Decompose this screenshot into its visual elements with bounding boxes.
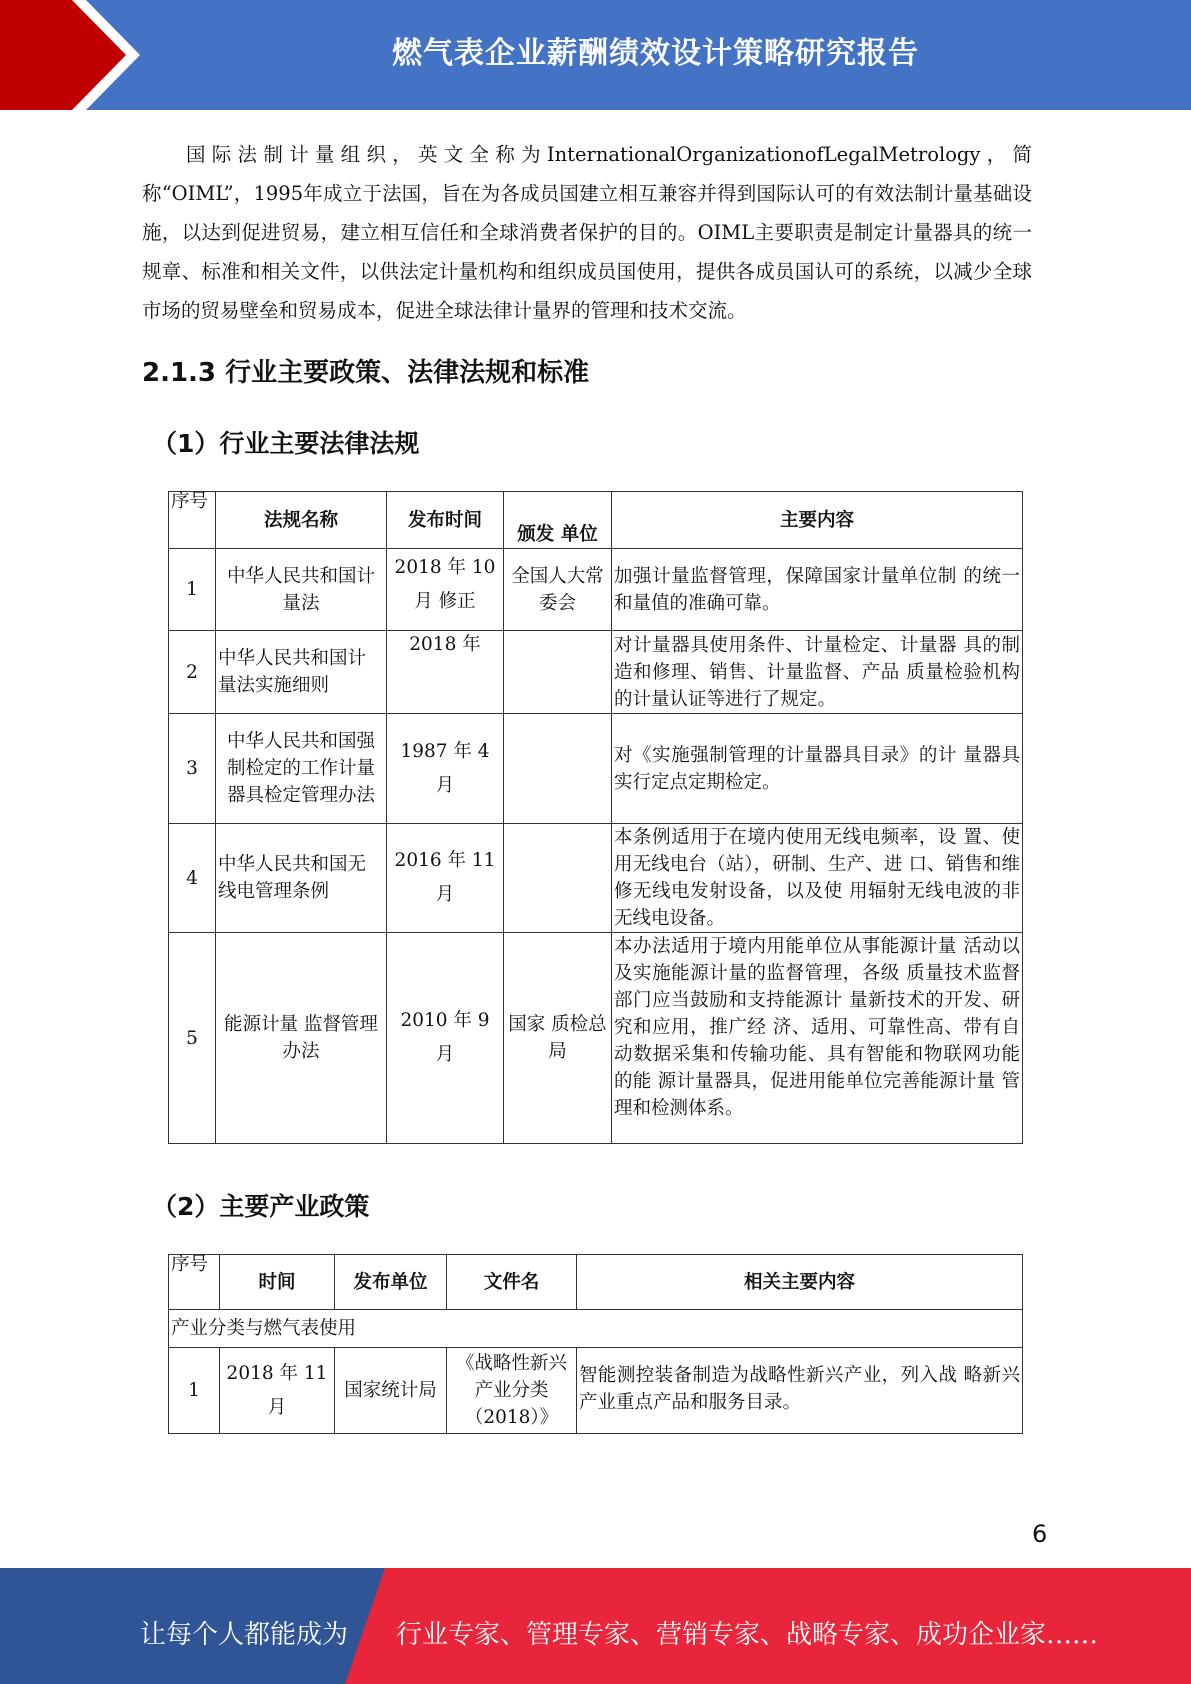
- col-header-doc: 文件名: [447, 1255, 577, 1310]
- cell-no: 2: [169, 631, 216, 714]
- intro-paragraph: 国际法制计量组织，英文全称为InternationalOrganizationofLegalMetrology，简称“OIML”，1995年成立于法国，旨在为各成员国建立相互兼容并得到国际认可的有效法制计量基础设施，以达到促进贸易，建立相互信任和全球消费者保护的目的。OIML主要职责是制定计量器具的统一规章、标准和相关文件，以供法定计量机构和组织成员国使用，提供各成员国认可的系统，以减少全球市场的贸易壁垒和贸易成本，促进全球法律计量界的管理和技术交流。: [142, 143, 1032, 322]
- cell-issuer: [504, 714, 612, 824]
- table-row: [169, 824, 1023, 933]
- col-header-no: 序号: [169, 492, 216, 549]
- col-header-date: 发布时间: [387, 492, 504, 549]
- cell-content: 加强计量监督管理，保障国家计量单位制 的统一和量值的准确可靠。: [612, 549, 1023, 631]
- col-header-name: 法规名称: [216, 492, 387, 549]
- cell-issuer: 全国人大常委会: [504, 549, 612, 631]
- cell-issuer: [504, 631, 612, 714]
- cell-doc: 《战略性新兴产业分类（2018）》: [447, 1348, 577, 1434]
- col-header-content: 相关主要内容: [577, 1255, 1023, 1310]
- table-group-row: [169, 1310, 1023, 1348]
- cell-name: 中华人民共和国计量法实施细则: [216, 631, 387, 714]
- group-label: 产业分类与燃气表使用: [169, 1310, 1023, 1348]
- table-row: [169, 933, 1023, 1144]
- cell-content: 对《实施强制管理的计量器具目录》的计 量器具实行定点定期检定。: [612, 714, 1023, 824]
- cell-no: 3: [169, 714, 216, 824]
- section-heading: 2.1.3 行业主要政策、法律法规和标准: [142, 358, 590, 388]
- policies-heading: （2）主要产业政策: [152, 1192, 370, 1221]
- col-header-issuer: 发布单位: [335, 1255, 447, 1310]
- footer-slogan-right: 行业专家、管理专家、营销专家、战略专家、成功企业家……: [396, 1620, 1099, 1650]
- col-header-content: 主要内容: [612, 492, 1023, 549]
- cell-name: 能源计量 监督管理办法: [216, 933, 387, 1144]
- laws-heading: （1）行业主要法律法规: [152, 429, 420, 458]
- cell-content: 本办法适用于境内用能单位从事能源计量 活动以及实施能源计量的监督管理，各级 质量技术监督部门应当鼓励和支持能源计 量新技术的开发、研究和应用，推广经 济、适用、可靠性高、带有自动数据采集和传输功能、具有智能和物联网功能的能 源计量器具，促进用能单位完善能源计量 管理和检测体系。: [612, 933, 1023, 1144]
- cell-date: 2018 年 11 月: [220, 1348, 335, 1434]
- table-row: [169, 549, 1023, 631]
- cell-issuer: [504, 824, 612, 933]
- report-title: 燃气表企业薪酬绩效设计策略研究报告: [392, 36, 919, 71]
- cell-date: 2010 年 9 月: [387, 933, 504, 1144]
- cell-date-text: 2018 年 10 月 修正: [394, 556, 496, 612]
- cell-content: 本条例适用于在境内使用无线电频率，设 置、使用无线电台（站），研制、生产、进 口、销售和维修无线电发射设备，以及使 用辐射无线电波的非无线电设备。: [612, 824, 1023, 933]
- cell-no: 4: [169, 824, 216, 933]
- footer-slogan-left: 让每个人都能成为: [140, 1620, 349, 1650]
- col-header-date: 时间: [220, 1255, 335, 1310]
- cell-date: 2016 年 11 月: [387, 824, 504, 933]
- policies-table-wrapper: [168, 1254, 1025, 1434]
- cell-name: 中华人民共和国强制检定的工作计量器具检定管理办法: [216, 714, 387, 824]
- cell-date: [387, 549, 504, 631]
- cell-content: 智能测控装备制造为战略性新兴产业，列入战 略新兴产业重点产品和服务目录。: [577, 1348, 1023, 1434]
- cell-name: 中华人民共和国无线电管理条例: [216, 824, 387, 933]
- cell-no: 1: [169, 1348, 220, 1434]
- cell-date: 2018 年: [387, 631, 504, 714]
- table-header-row: [169, 492, 1023, 549]
- cell-no: 5: [169, 933, 216, 1144]
- cell-name: 中华人民共和国计量法: [216, 549, 387, 631]
- cell-issuer: 国家 质检总局: [504, 933, 612, 1144]
- table-header-row: [169, 1255, 1023, 1310]
- cell-no: 1: [169, 549, 216, 631]
- policies-table: [168, 1254, 1023, 1434]
- cell-issuer: 国家统计局: [335, 1348, 447, 1434]
- cell-content: 对计量器具使用条件、计量检定、计量器 具的制造和修理、销售、计量监督、产品 质量检验机构的计量认证等进行了规定。: [612, 631, 1023, 714]
- laws-table: [168, 491, 1023, 1144]
- table-row: [169, 1348, 1023, 1434]
- page-number: 6: [1032, 1520, 1048, 1548]
- table-row: [169, 631, 1023, 714]
- col-header-no: 序号: [169, 1255, 220, 1310]
- table-row: [169, 714, 1023, 824]
- cell-date: 1987 年 4 月: [387, 714, 504, 824]
- col-header-issuer: 颁发 单位: [504, 492, 612, 549]
